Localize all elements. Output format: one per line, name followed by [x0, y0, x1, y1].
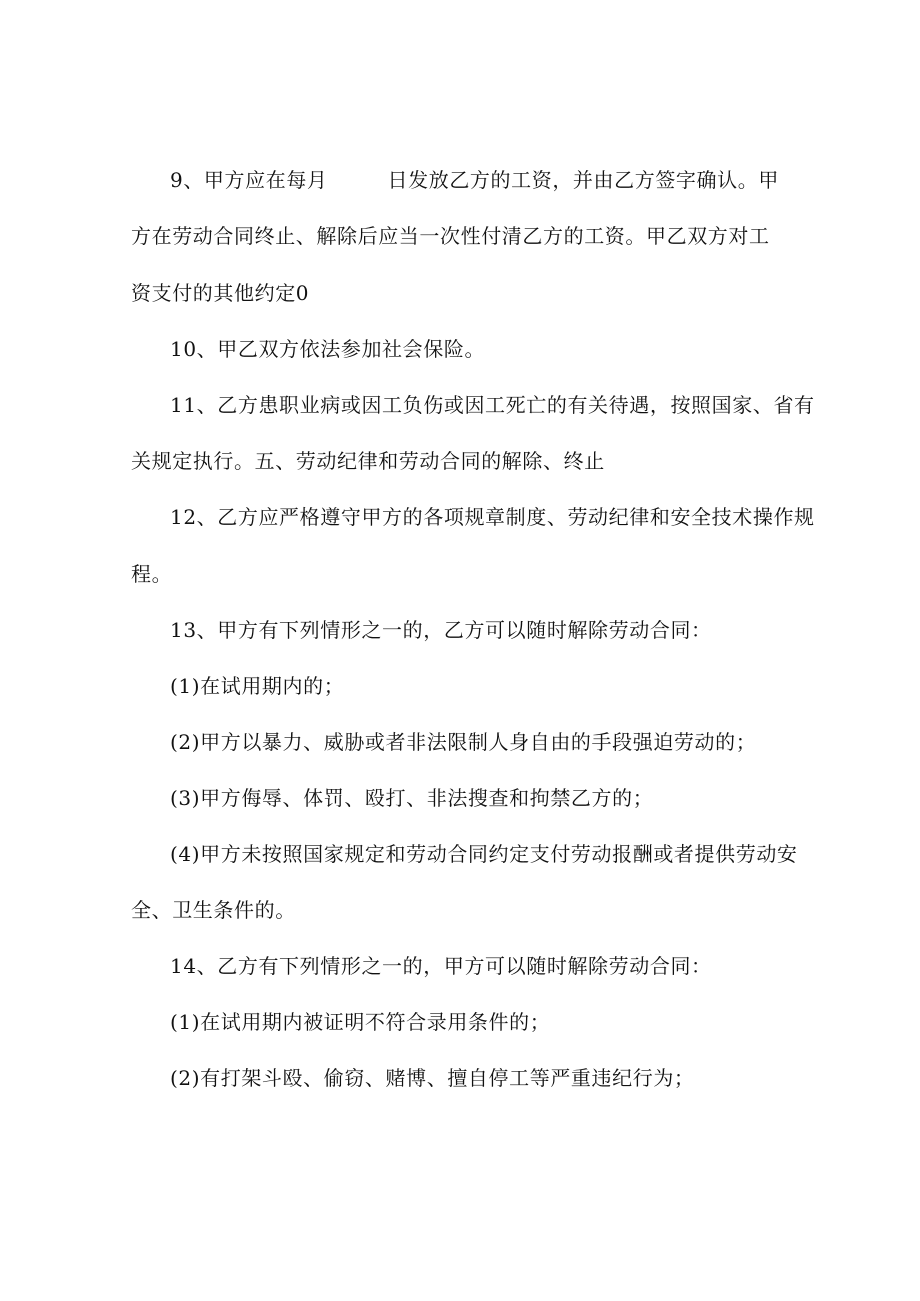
paragraph-13-item-3: (3)甲方侮辱、体罚、殴打、非法搜查和拘禁乙方的； — [170, 786, 654, 810]
paragraph-13-item-1: (1)在试用期内的； — [170, 674, 345, 698]
paragraph-10-line-1: 10、甲乙双方依法参加社会保险。 — [170, 337, 486, 361]
paragraph-9-line-3: 资支付的其他约定0 — [131, 281, 310, 305]
paragraph-13-item-4-line-1: (4)甲方未按照国家规定和劳动合同约定支付劳动报酬或者提供劳动安 — [170, 842, 798, 866]
paragraph-9-line-1 — [170, 168, 779, 192]
paragraph-13-item-2: (2)甲方以暴力、威胁或者非法限制人身自由的手段强迫劳动的； — [170, 730, 757, 754]
paragraph-13-line-1: 13、甲方有下列情形之一的，乙方可以随时解除劳动合同： — [170, 618, 712, 642]
paragraph-13-item-4-line-2: 全、卫生条件的。 — [131, 898, 296, 922]
paragraph-14-item-1: (1)在试用期内被证明不符合录用条件的； — [170, 1010, 551, 1034]
paragraph-12-line-1: 12、乙方应严格遵守甲方的各项规章制度、劳动纪律和安全技术操作规 — [170, 505, 815, 529]
paragraph-11-line-2: 关规定执行。五、劳动纪律和劳动合同的解除、终止 — [131, 449, 605, 473]
paragraph-12-line-2: 程。 — [131, 562, 173, 586]
paragraph-14-line-1: 14、乙方有下列情形之一的，甲方可以随时解除劳动合同： — [170, 954, 712, 978]
paragraph-14-item-2: (2)有打架斗殴、偷窃、赌博、擅自停工等严重违纪行为； — [170, 1066, 695, 1090]
paragraph-9-line-2: 方在劳动合同终止、解除后应当一次性付清乙方的工资。甲乙双方对工 — [131, 224, 770, 248]
paragraph-11-line-1: 11、乙方患职业病或因工负伤或因工死亡的有关待遇，按照国家、省有 — [170, 393, 815, 417]
paragraph-9-text-after-blank: 日发放乙方的工资，并由乙方签字确认。甲 — [387, 168, 779, 192]
paragraph-9-text-before-blank: 9、甲方应在每月 — [170, 168, 328, 192]
